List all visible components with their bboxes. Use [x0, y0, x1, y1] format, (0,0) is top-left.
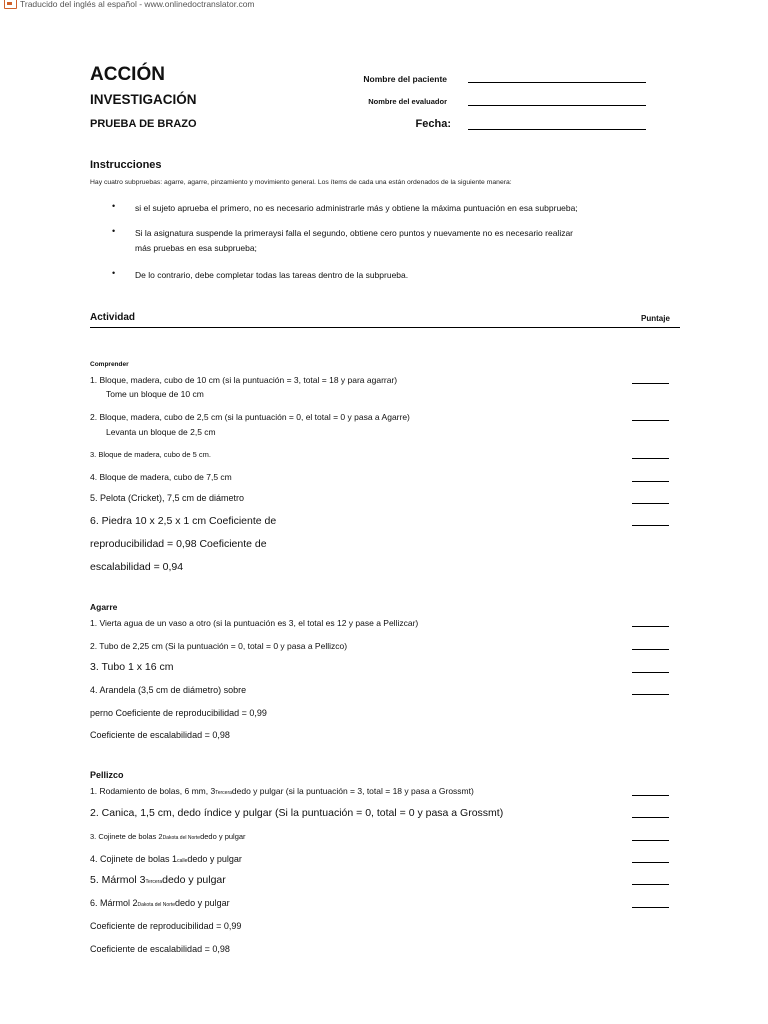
pinch-item-4-ordinal: calle — [177, 858, 188, 864]
grasp-item-2: 2. Bloque, madera, cubo de 2,5 cm (si la puntuación = 0, el total = 0 y pasa a Agarre) — [90, 412, 410, 422]
score-field-grasp-5[interactable] — [632, 503, 669, 504]
score-field-pinch-2[interactable] — [632, 817, 669, 818]
score-field-grip-2[interactable] — [632, 649, 669, 650]
title-prueba-brazo: PRUEBA DE BRAZO — [90, 118, 197, 130]
pinch-item-1-text: 1. Rodamiento de bolas, 6 mm, 3 — [90, 786, 216, 796]
pinch-item-3-rest: dedo y pulgar — [200, 832, 246, 841]
pinch-item-5-rest: dedo y pulgar — [162, 874, 226, 886]
grasp-item-1-sub: Tome un bloque de 10 cm — [106, 389, 204, 399]
pinch-item-3 — [90, 832, 246, 841]
pinch-item-6-text: 6. Mármol 2 — [90, 898, 138, 908]
pinch-item-5 — [90, 874, 226, 886]
instructions-intro: Hay cuatro subpruebas: agarre, agarre, pinzamiento y movimiento general. Los ítems de cada una están ordenados de la siguiente manera: — [90, 179, 512, 186]
instructions-title: Instrucciones — [90, 159, 162, 171]
score-field-grasp-1[interactable] — [632, 383, 669, 384]
date-field[interactable] — [468, 129, 646, 130]
pinch-coef-1: Coeficiente de reproducibilidad = 0,99 — [90, 921, 242, 931]
instruction-bullet-3: De lo contrario, debe completar todas las tareas dentro de la subprueba. — [135, 270, 409, 280]
section-grasp-title: Comprender — [90, 361, 129, 368]
pinch-item-1 — [90, 786, 474, 796]
score-field-pinch-1[interactable] — [632, 795, 669, 796]
pinch-coef-2: Coeficiente de escalabilidad = 0,98 — [90, 944, 230, 954]
score-field-pinch-3[interactable] — [632, 840, 669, 841]
grip-item-3: 3. Tubo 1 x 16 cm — [90, 661, 174, 673]
grasp-item-5: 5. Pelota (Cricket), 7,5 cm de diámetro — [90, 493, 245, 503]
grasp-item-3: 3. Bloque de madera, cubo de 5 cm. — [90, 450, 211, 459]
instruction-bullet-1: si el sujeto aprueba el primero, no es necesario administrarle más y obtiene la máxima puntuación en esa subprueba; — [135, 203, 578, 213]
grip-item-1: 1. Vierta agua de un vaso a otro (si la puntuación es 3, el total es 12 y pase a Pellizcar) — [90, 618, 419, 628]
translation-banner[interactable] — [4, 0, 255, 9]
grip-item-2: 2. Tubo de 2,25 cm (Si la puntuación = 0, total = 0 y pasa a Pellizco) — [90, 641, 348, 651]
grip-item-4: 4. Arandela (3,5 cm de diámetro) sobre — [90, 685, 247, 695]
score-field-pinch-5[interactable] — [632, 884, 669, 885]
pdf-icon — [4, 0, 17, 9]
score-field-pinch-6[interactable] — [632, 907, 669, 908]
pinch-item-6-rest: dedo y pulgar — [175, 898, 230, 908]
pinch-item-3-text: 3. Cojinete de bolas 2 — [90, 832, 163, 841]
grip-coef-2: Coeficiente de escalabilidad = 0,98 — [90, 730, 230, 740]
grasp-item-6: 6. Piedra 10 x 2,5 x 1 cm Coeficiente de — [90, 515, 277, 527]
score-field-grasp-2[interactable] — [632, 420, 669, 421]
bullet-icon: • — [112, 268, 116, 278]
grasp-coef-2: escalabilidad = 0,94 — [90, 561, 184, 573]
bullet-icon: • — [112, 226, 116, 236]
score-header: Puntaje — [641, 314, 670, 323]
patient-name-field[interactable] — [468, 82, 646, 83]
pinch-item-4-text: 4. Cojinete de bolas 1 — [90, 854, 178, 864]
banner-text: Traducido del inglés al español - www.onlinedoctranslator.com — [20, 0, 255, 9]
pinch-item-1-rest: dedo y pulgar (si la puntuación = 3, total = 18 y pasa a Grossmt) — [231, 786, 474, 796]
pinch-item-1-ordinal: Tercera — [215, 790, 232, 796]
date-label: Fecha: — [415, 118, 451, 130]
pinch-item-2 — [90, 807, 503, 819]
section-grip-title: Agarre — [90, 602, 118, 612]
pinch-item-5-text: 5. Mármol 3 — [90, 874, 146, 886]
pinch-item-2-text: 2. Canica, 1,5 cm, dedo índice y pulgar (Si la puntuación = 0, total = 0 y pasa a Grossmt) — [90, 807, 504, 819]
grasp-coef-1: reproducibilidad = 0,98 Coeficiente de — [90, 538, 267, 550]
title-accion: ACCIÓN — [90, 64, 165, 85]
patient-name-label: Nombre del paciente — [363, 74, 447, 84]
score-field-grip-4[interactable] — [632, 694, 669, 695]
score-field-grip-3[interactable] — [632, 672, 669, 673]
header-rule — [90, 327, 680, 328]
pinch-item-5-ordinal: Tercera — [145, 879, 163, 885]
score-field-pinch-4[interactable] — [632, 862, 669, 863]
evaluator-name-field[interactable] — [468, 105, 646, 106]
pinch-item-3-ordinal: Dakota del Norte — [162, 835, 201, 841]
pinch-item-6-ordinal: Dakota del Norte — [137, 902, 176, 908]
title-investigacion: INVESTIGACIÓN — [90, 92, 197, 107]
bullet-icon: • — [112, 201, 116, 211]
score-field-grasp-3[interactable] — [632, 458, 669, 459]
score-field-grasp-4[interactable] — [632, 481, 669, 482]
pinch-item-4 — [90, 854, 242, 864]
grasp-item-4: 4. Bloque de madera, cubo de 7,5 cm — [90, 472, 232, 482]
instruction-bullet-2-cont: más pruebas en esa subprueba; — [135, 243, 257, 253]
pinch-item-4-rest: dedo y pulgar — [187, 854, 242, 864]
grasp-item-2-sub: Levanta un bloque de 2,5 cm — [106, 427, 216, 437]
pinch-item-6 — [90, 898, 230, 908]
section-pinch-title: Pellizco — [90, 770, 124, 780]
evaluator-name-label: Nombre del evaluador — [368, 97, 447, 106]
activity-header: Actividad — [90, 312, 136, 323]
grip-coef-1: perno Coeficiente de reproducibilidad = 0,99 — [90, 708, 267, 718]
score-field-grasp-6[interactable] — [632, 525, 669, 526]
grasp-item-1: 1. Bloque, madera, cubo de 10 cm (si la puntuación = 3, total = 18 y para agarrar) — [90, 375, 398, 385]
score-field-grip-1[interactable] — [632, 626, 669, 627]
instruction-bullet-2: Si la asignatura suspende la primeraysi falla el segundo, obtiene cero puntos y nuevamente no es necesario realizar — [135, 228, 574, 238]
